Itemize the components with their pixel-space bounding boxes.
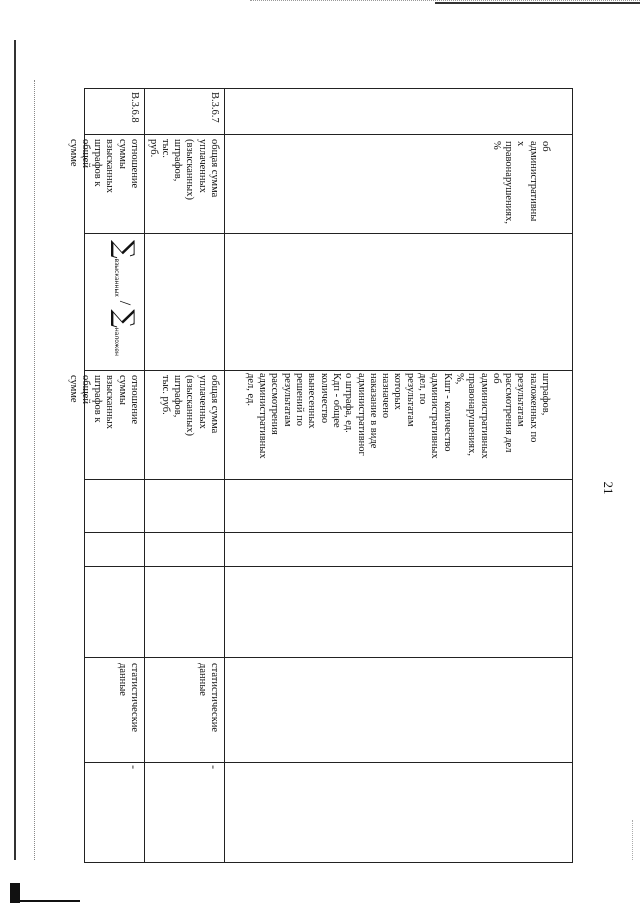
column-divider bbox=[85, 532, 572, 533]
mark-cell-367 bbox=[145, 763, 224, 862]
mark-368: - bbox=[127, 765, 141, 769]
division-sign: / bbox=[116, 300, 133, 306]
scan-mark-line bbox=[20, 900, 80, 902]
formula-cell-368 bbox=[85, 234, 144, 370]
desc-368: отношение суммы взысканных штрафов к общей сумме bbox=[67, 375, 140, 429]
prev-row-name: об административны х правонарушениях, % bbox=[490, 141, 551, 224]
source-cell-368 bbox=[85, 658, 144, 762]
indicator-table bbox=[67, 88, 573, 863]
source-367: статистические данные bbox=[196, 663, 220, 733]
margin-dots bbox=[632, 820, 633, 860]
formula-sub-collected: взысканных bbox=[113, 258, 121, 297]
scan-edge-top-bold bbox=[435, 2, 640, 4]
sum-icon: ∑ bbox=[109, 309, 139, 328]
formula-sub-imposed: наложен bbox=[113, 327, 121, 356]
code-367: В.3.6.7 bbox=[209, 92, 220, 123]
scan-mark bbox=[10, 883, 20, 903]
column-divider bbox=[85, 479, 572, 480]
column-divider bbox=[85, 566, 572, 567]
name-367: общая сумма уплаченных (взысканных) штрафов, тыс. руб. bbox=[147, 139, 220, 200]
scan-edge-top bbox=[250, 0, 640, 1]
name-368: отношение суммы взысканных штрафов к общей сумме bbox=[67, 139, 140, 193]
code-cell-367 bbox=[145, 89, 224, 134]
name-cell-368 bbox=[67, 135, 144, 233]
mark-367: - bbox=[207, 765, 221, 769]
binding-rule bbox=[14, 40, 16, 860]
desc-367: общая сумма уплаченных (взысканных) штрафов, тыс. руб. bbox=[159, 375, 220, 436]
source-368: статистические данные bbox=[116, 663, 140, 733]
code-cell-368 bbox=[85, 89, 144, 134]
formula-368 bbox=[111, 240, 137, 356]
code-368: В.3.6.8 bbox=[129, 92, 140, 123]
prev-row-name-cell bbox=[225, 135, 572, 233]
prev-row-desc: штрафов, наложенных по результатам рассмотрения дел об административных правонарушениях, %, Кшт - количество административных дел, по результатам которых назначено наказание в виде административног о штрафа, ед. Кдп - общее количество вынесенных решений по результатам рассмотрения административных дел, ед. bbox=[244, 373, 551, 459]
sum-icon: ∑ bbox=[109, 240, 139, 259]
binding-dots bbox=[34, 80, 35, 860]
desc-cell-368 bbox=[67, 371, 144, 479]
name-cell-367 bbox=[145, 135, 224, 233]
prev-row-desc-cell bbox=[225, 371, 572, 479]
mark-cell-368 bbox=[85, 763, 144, 862]
page-number: 21 bbox=[601, 481, 616, 495]
source-cell-367 bbox=[145, 658, 224, 762]
desc-cell-367 bbox=[145, 371, 224, 479]
column-divider bbox=[85, 233, 572, 234]
